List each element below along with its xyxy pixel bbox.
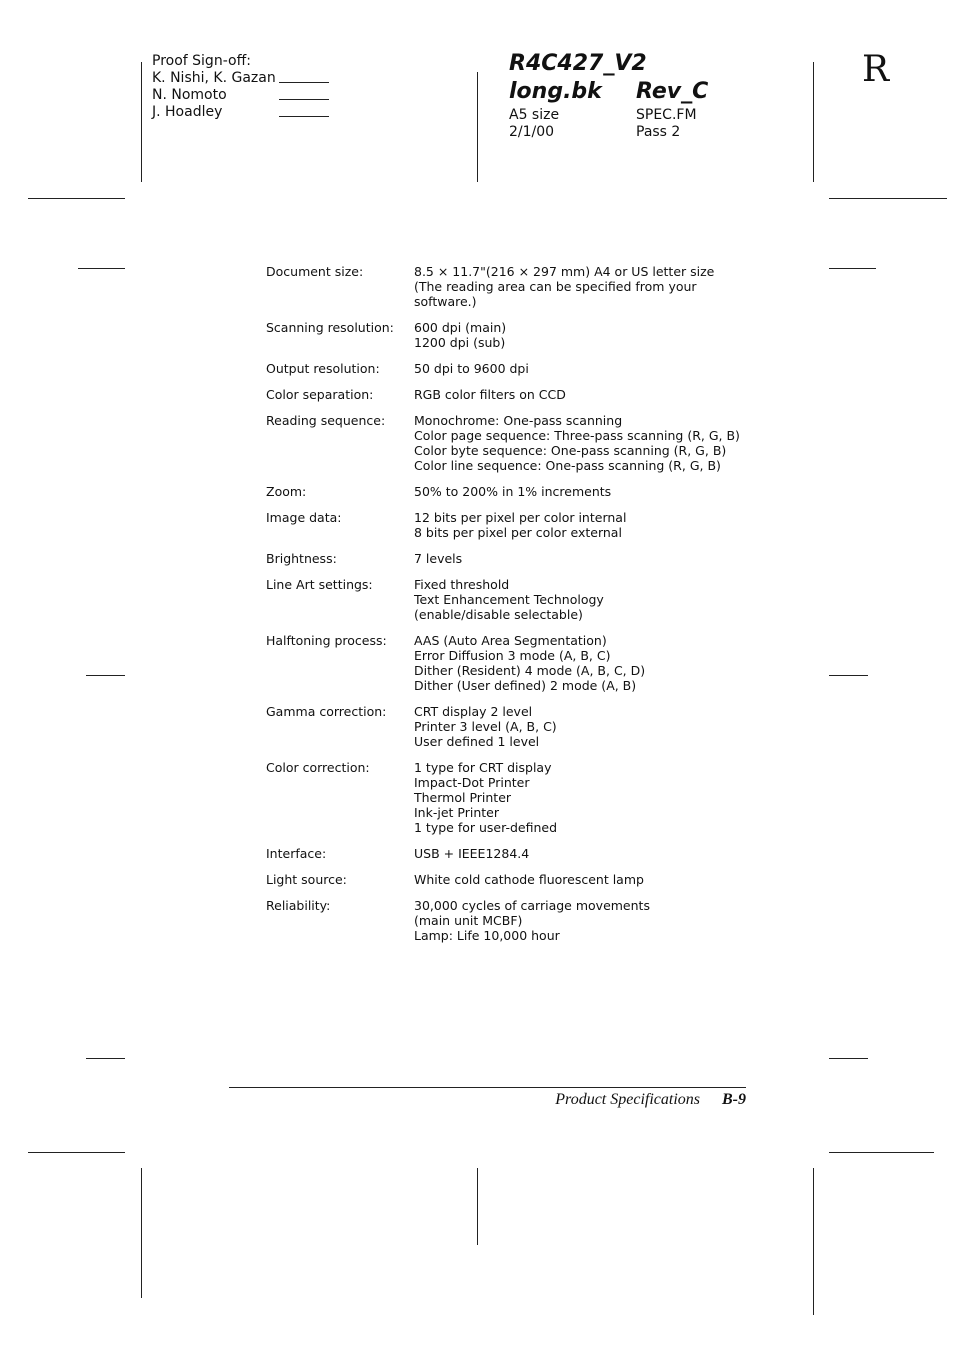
spec-label: Scanning resolution: <box>266 320 394 335</box>
spec-value-line: Lamp: Life 10,000 hour <box>414 928 560 943</box>
proof-signoff <box>152 53 276 121</box>
spec-row <box>266 898 766 943</box>
page-size: A5 size <box>509 107 560 123</box>
spec-label: Gamma correction: <box>266 704 387 719</box>
spec-value-line: 1200 dpi (sub) <box>414 335 506 350</box>
signoff-title: Proof Sign-off: <box>152 53 251 69</box>
spec-value-line: software.) <box>414 294 477 309</box>
spec-value-line: 8 bits per pixel per color external <box>414 525 622 540</box>
crop-mark <box>28 1152 125 1153</box>
crop-mark <box>829 268 876 269</box>
spec-value-line: Printer 3 level (A, B, C) <box>414 719 557 734</box>
spec-row <box>266 413 766 473</box>
crop-mark <box>477 72 478 182</box>
revision: Rev_C <box>636 79 709 104</box>
spec-value-line: Text Enhancement Technology <box>414 592 604 607</box>
spec-label: Interface: <box>266 846 327 861</box>
spec-label: Reading sequence: <box>266 413 386 428</box>
spec-value-line: 12 bits per pixel per color internal <box>414 510 627 525</box>
spec-values <box>414 577 766 622</box>
signature-line <box>279 116 329 117</box>
spec-label: Image data: <box>266 510 342 525</box>
spec-row <box>266 872 766 887</box>
spec-values <box>414 551 766 566</box>
spec-value-line: Dither (User defined) 2 mode (A, B) <box>414 678 637 693</box>
spec-value-line: Thermol Printer <box>414 790 512 805</box>
spec-values <box>414 846 766 861</box>
spec-value-line: Error Diffusion 3 mode (A, B, C) <box>414 648 611 663</box>
spec-label: Color correction: <box>266 760 370 775</box>
spec-label: Output resolution: <box>266 361 380 376</box>
spec-value-line: AAS (Auto Area Segmentation) <box>414 633 607 648</box>
signoff-row <box>152 87 276 104</box>
spec-values <box>414 704 766 749</box>
crop-mark <box>28 198 125 199</box>
section-title: Product Specifications <box>555 1091 700 1108</box>
spec-value-line: 7 levels <box>414 551 463 566</box>
crop-mark <box>829 675 868 676</box>
crop-mark <box>829 198 947 199</box>
spec-value-line: CRT display 2 level <box>414 704 533 719</box>
page-footer <box>229 1088 746 1118</box>
spec-row <box>266 704 766 749</box>
spec-value-line: User defined 1 level <box>414 734 540 749</box>
crop-mark <box>86 675 125 676</box>
spec-row <box>266 264 766 309</box>
spec-values <box>414 510 766 540</box>
spec-row <box>266 633 766 693</box>
spec-values <box>414 387 766 402</box>
spec-value-line: Color byte sequence: One-pass scanning (R, G, B) <box>414 443 727 458</box>
spec-value-line: 50% to 200% in 1% increments <box>414 484 612 499</box>
signature-line <box>279 99 329 100</box>
spec-row <box>266 320 766 350</box>
page-number: B-9 <box>722 1091 746 1108</box>
proof-date: 2/1/00 <box>509 124 555 140</box>
book-name: long.bk <box>509 79 602 104</box>
spec-row <box>266 510 766 540</box>
spec-row <box>266 484 766 499</box>
spec-label: Document size: <box>266 264 364 279</box>
crop-mark <box>813 62 814 182</box>
spec-value-line: Color page sequence: Three-pass scanning (R, G, B) <box>414 428 740 443</box>
spec-value-line: White cold cathode fluorescent lamp <box>414 872 644 887</box>
spec-value-line: Monochrome: One-pass scanning <box>414 413 623 428</box>
spec-label: Halftoning process: <box>266 633 387 648</box>
spec-label: Color separation: <box>266 387 374 402</box>
spec-table <box>266 264 766 954</box>
spec-row <box>266 361 766 376</box>
crop-mark <box>813 1168 814 1315</box>
spec-value-line: 8.5 × 11.7"(216 × 297 mm) A4 or US letter size <box>414 264 715 279</box>
spec-value-line: RGB color filters on CCD <box>414 387 566 402</box>
signoff-name: J. Hoadley <box>152 104 223 120</box>
crop-mark <box>829 1058 868 1059</box>
signature-line <box>279 82 329 83</box>
spec-value-line: 50 dpi to 9600 dpi <box>414 361 529 376</box>
signoff-row <box>152 70 276 87</box>
spec-value-line: Ink-jet Printer <box>414 805 499 820</box>
spec-label: Zoom: <box>266 484 307 499</box>
corner-letter: R <box>862 49 890 90</box>
spec-label: Light source: <box>266 872 347 887</box>
signoff-name: N. Nomoto <box>152 87 227 103</box>
spec-row <box>266 846 766 861</box>
spec-value-line: 30,000 cycles of carriage movements <box>414 898 650 913</box>
spec-value-line: (main unit MCBF) <box>414 913 523 928</box>
spec-values <box>414 760 766 835</box>
spec-values <box>414 413 766 473</box>
spec-row <box>266 387 766 402</box>
spec-label: Reliability: <box>266 898 331 913</box>
spec-value-line: 1 type for user-defined <box>414 820 558 835</box>
signoff-name: K. Nishi, K. Gazan <box>152 70 276 86</box>
spec-row <box>266 760 766 835</box>
document-id-block <box>509 50 709 140</box>
spec-value-line: (The reading area can be specified from your <box>414 279 697 294</box>
signoff-row <box>152 104 276 121</box>
crop-mark <box>86 1058 125 1059</box>
spec-label: Line Art settings: <box>266 577 373 592</box>
spec-row <box>266 577 766 622</box>
spec-values <box>414 264 766 309</box>
crop-mark <box>141 62 142 182</box>
spec-value-line: Impact-Dot Printer <box>414 775 530 790</box>
pass-number: Pass 2 <box>636 124 681 140</box>
spec-value-line: (enable/disable selectable) <box>414 607 583 622</box>
crop-mark <box>829 1152 934 1153</box>
spec-values <box>414 320 766 350</box>
crop-mark <box>78 268 125 269</box>
spec-value-line: 600 dpi (main) <box>414 320 507 335</box>
spec-values <box>414 872 766 887</box>
spec-value-line: Dither (Resident) 4 mode (A, B, C, D) <box>414 663 646 678</box>
spec-value-line: Color line sequence: One-pass scanning (R, G, B) <box>414 458 721 473</box>
spec-value-line: Fixed threshold <box>414 577 510 592</box>
spec-value-line: USB + IEEE1284.4 <box>414 846 530 861</box>
crop-mark <box>141 1168 142 1298</box>
doc-code: R4C427_V2 <box>509 51 647 76</box>
spec-row <box>266 551 766 566</box>
file-name: SPEC.FM <box>636 107 697 123</box>
spec-label: Brightness: <box>266 551 337 566</box>
spec-values <box>414 898 766 943</box>
spec-values <box>414 484 766 499</box>
spec-values <box>414 633 766 693</box>
spec-value-line: 1 type for CRT display <box>414 760 552 775</box>
spec-values <box>414 361 766 376</box>
crop-mark <box>477 1168 478 1245</box>
